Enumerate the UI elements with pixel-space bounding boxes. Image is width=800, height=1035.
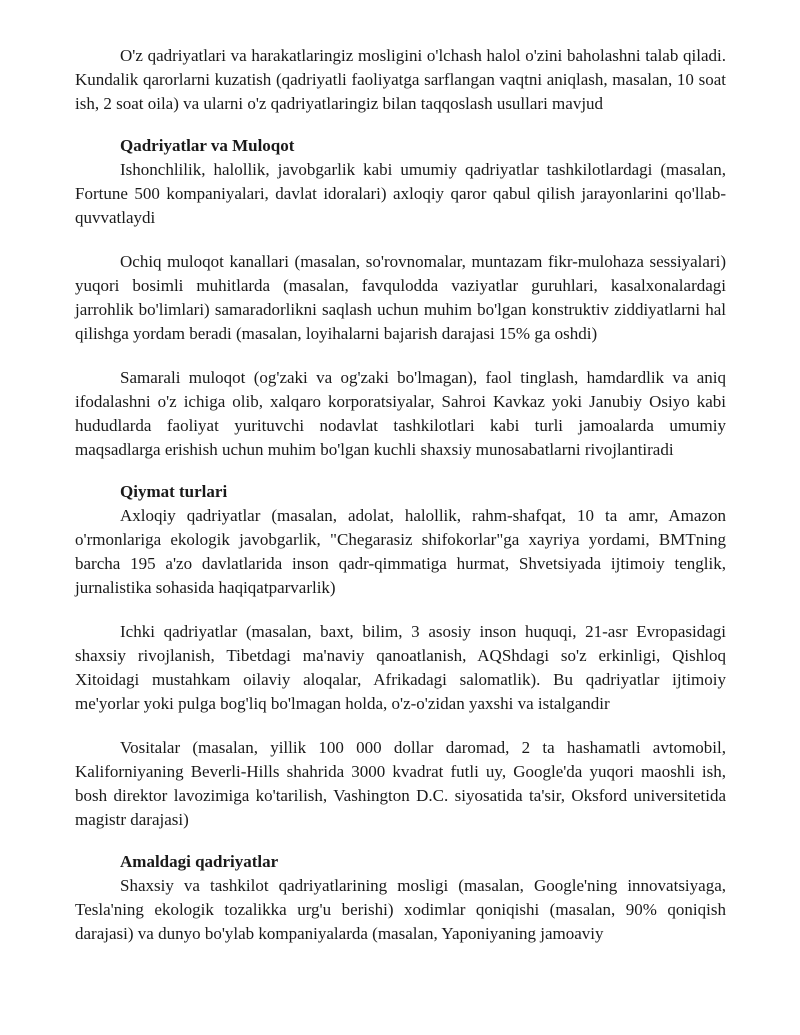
paragraph-value-alignment: O'z qadriyatlari va harakatlaringiz mosligini o'lchash halol o'zini baholashni talab qiladi. Kundalik qarorlarni kuzatish (qadriyatli faoliyatga sarflangan vaqtni aniqlash, masalan, 10 soat ish, 2 soat oila) va ularni o'z qadriyatlaringiz bilan taqqoslash usullari mavjud [75,46,726,113]
heading-values-communication: Qadriyatlar va Muloqot [120,136,295,155]
paragraph-intrinsic-values: Ichki qadriyatlar (masalan, baxt, bilim, 3 asosiy inson huquqi, 21-asr Evropasidagi shaxsiy rivojlanish, Tibetdagi ma'naviy qanoatlanish, AQShdagi so'z erkinligi, Qishloq Xitoidagi mustahkam oilaviy aloqalar, Afrikadagi salomatlik). Bu qadriyatlar ijtimoiy me'yorlar yoki pulga bog'liq bo'lmagan holda, o'z-o'zidan yaxshi va istalgandir [75,622,726,713]
document-page [75,44,726,946]
paragraph-effective-communication: Samarali muloqot (og'zaki va og'zaki bo'lmagan), faol tinglash, hamdardlik va aniq ifodalashni o'z ichiga olib, xalqaro korporatsiyalar, Sahroi Kavkaz yoki Janubiy Osiyo kabi hududlarda faoliyat yurituvchi nodavlat tashkilotlari kabi turli jamoalarda umumiy maqsadlarga erishish uchun muhim bo'lgan kuchli shaxsiy munosabatlarni rivojlantiradi [75,368,726,459]
paragraph-shared-values: Ishonchlilik, halollik, javobgarlik kabi umumiy qadriyatlar tashkilotlardagi (masalan, Fortune 500 kompaniyalari, davlat idoralari) axloqiy qaror qabul qilish jarayonlarini qo'llab-quvvatlaydi [75,160,726,227]
paragraph-alignment-practice: Shaxsiy va tashkilot qadriyatlarining mosligi (masalan, Google'ning innovatsiyaga, Tesla'ning ekologik tozalikka urg'u berishi) xodimlar qoniqishi (masalan, 90% qoniqish darajasi) va dunyo bo'ylab kompaniyalarda (masalan, Yaponiyaning jamoaviy [75,876,726,943]
paragraph-open-communication: Ochiq muloqot kanallari (masalan, so'rovnomalar, muntazam fikr-mulohaza sessiyalari) yuqori bosimli muhitlarda (masalan, favqulodda vaziyatlar guruhlari, kasalxonalardagi jarrohlik bo'limlari) samaradorlikni saqlash uchun muhim bo'lgan konstruktiv ziddiyatlarni hal qilishga yordam beradi (masalan, loyihalarni bajarish darajasi 15% ga oshdi) [75,252,726,343]
paragraph-instrumental-values: Vositalar (masalan, yillik 100 000 dollar daromad, 2 ta hashamatli avtomobil, Kaliforniyaning Beverli-Hills shahrida 3000 kvadrat futli uy, Google'da yuqori maoshli ish, bosh direktor lavozimiga ko'tarilish, Vashington D.C. siyosatida ta'sir, Oksford universitetida magistr darajasi) [75,738,726,829]
heading-values-in-practice: Amaldagi qadriyatlar [120,852,279,871]
heading-value-types: Qiymat turlari [120,482,228,501]
paragraph-moral-values: Axloqiy qadriyatlar (masalan, adolat, halollik, rahm-shafqat, 10 ta amr, Amazon o'rmonlariga ekologik javobgarlik, "Chegarasiz shifokorlar"ga xayriya yordami, BMTning barcha 195 a'zo davlatlarida inson qadr-qimmatiga hurmat, Shvetsiyada ijtimoiy tenglik, jurnalistika sohasida haqiqatparvarlik) [75,506,726,597]
